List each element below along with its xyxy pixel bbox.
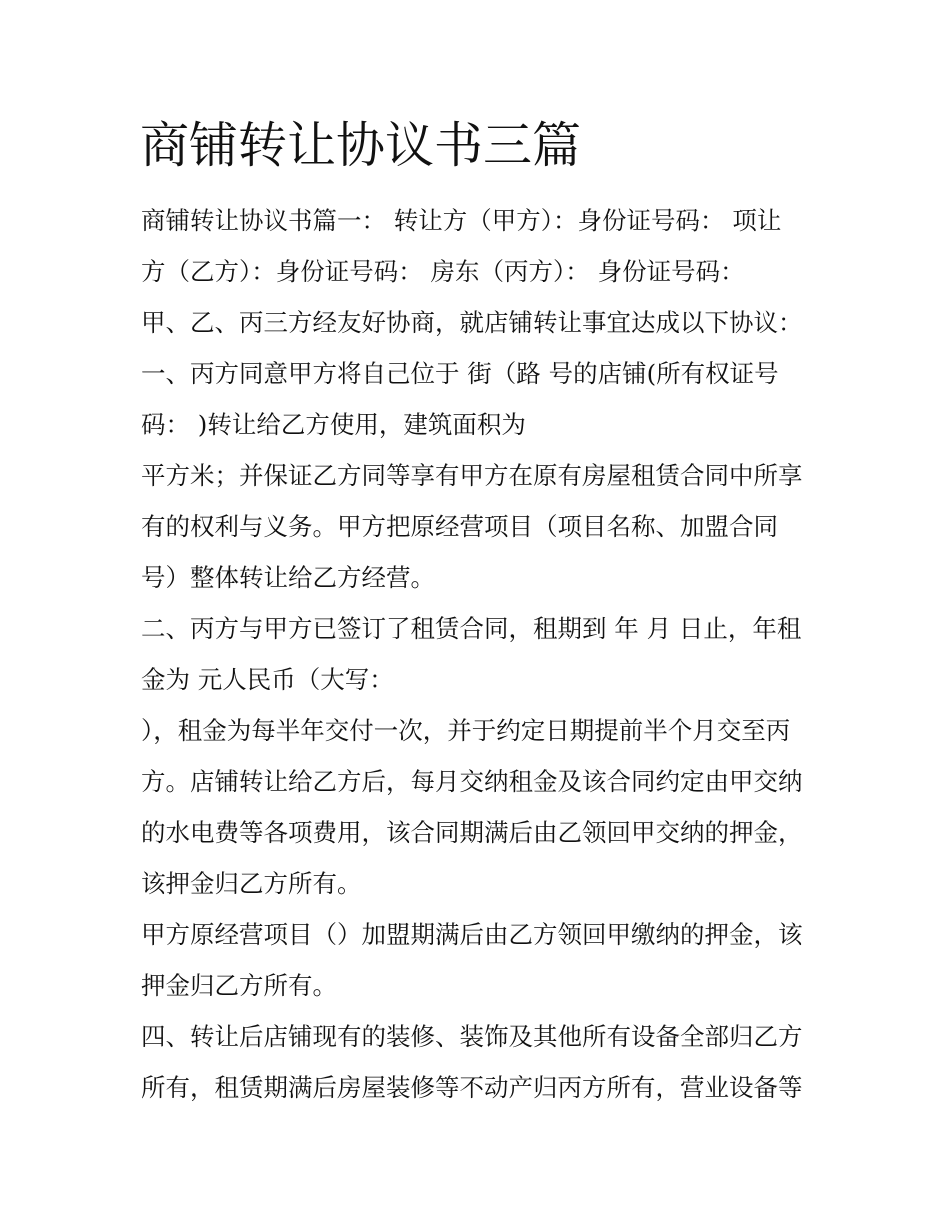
body-line-2: 方（乙方）：身份证号码： 房东（丙方）： 身份证号码： [141, 257, 745, 286]
body-line-9: 二、丙方与甲方已签订了租赁合同，租期到 年 月 日止，年租 [141, 614, 802, 643]
body-line-6: 平方米；并保证乙方同等享有甲方在原有房屋租赁合同中所享 [141, 461, 803, 490]
body-line-7: 有的权利与义务。甲方把原经营项目（项目名称、加盟合同 [141, 512, 778, 541]
body-line-11: ），租金为每半年交付一次，并于约定日期提前半个月交至丙 [141, 716, 791, 745]
body-line-15: 甲方原经营项目（）加盟期满后由乙方领回甲缴纳的押金，该 [141, 920, 803, 949]
body-line-8: 号）整体转让给乙方经营。 [141, 563, 435, 592]
body-line-18: 所有，租赁期满后房屋装修等不动产归丙方所有，营业设备等 [141, 1073, 803, 1102]
body-line-4: 一、丙方同意甲方将自己位于 街（路 号的店铺(所有权证号 [141, 359, 779, 388]
body-line-10: 金为 元人民币（大写： [141, 665, 394, 694]
body-line-17: 四、转让后店铺现有的装修、装饰及其他所有设备全部归乙方 [141, 1022, 803, 1051]
document-title: 商铺转让协议书三篇 [140, 117, 582, 174]
body-line-16: 押金归乙方所有。 [141, 971, 337, 1000]
body-line-1: 商铺转让协议书篇一： 转让方（甲方）：身份证号码： 项让 [141, 206, 782, 235]
body-line-12: 方。店铺转让给乙方后，每月交纳租金及该合同约定由甲交纳 [141, 767, 803, 796]
body-line-14: 该押金归乙方所有。 [141, 869, 362, 898]
body-line-5: 码： )转让给乙方使用，建筑面积为 [141, 410, 526, 439]
body-line-3: 甲、乙、丙三方经友好协商，就店铺转让事宜达成以下协议： [141, 308, 803, 337]
body-line-13: 的水电费等各项费用，该合同期满后由乙领回甲交纳的押金， [141, 818, 803, 847]
